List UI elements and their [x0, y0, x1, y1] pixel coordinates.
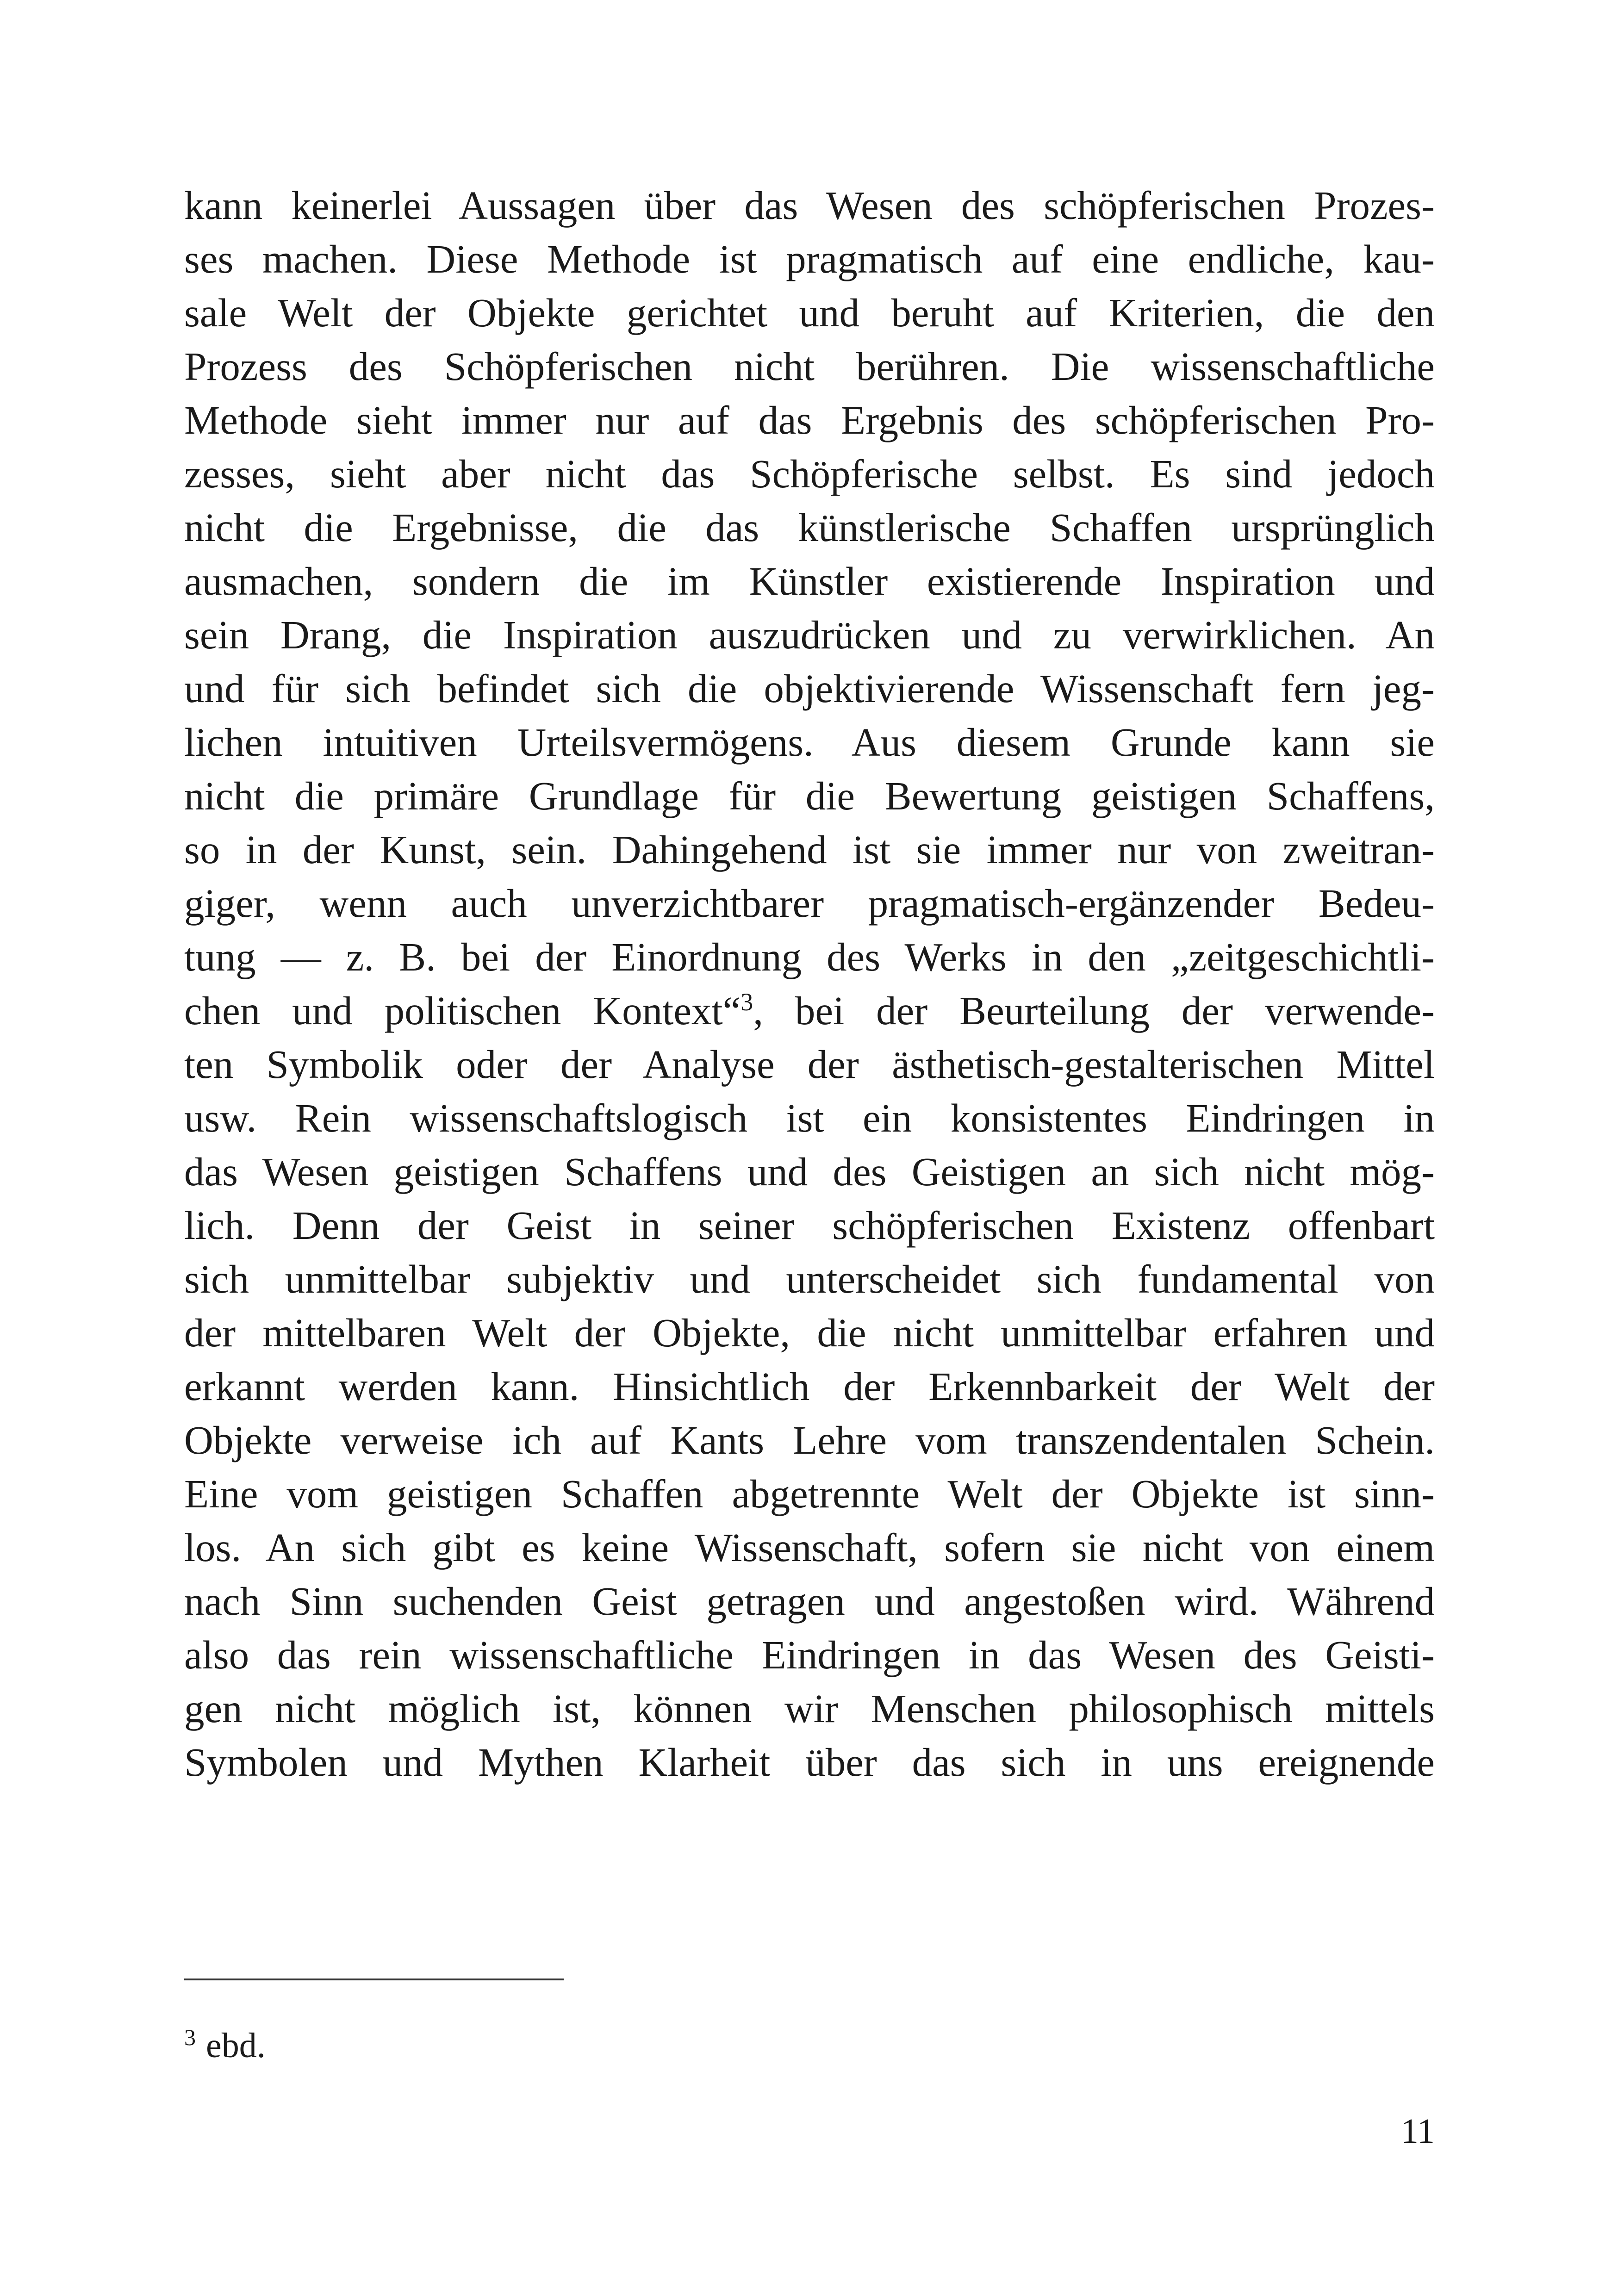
- text-line-20: lich. Denn der Geist in seiner schöpferischen Existenz offenbart: [184, 1203, 1435, 1248]
- text-line-27: nach Sinn suchenden Geist getragen und angestoßen wird. Während: [184, 1579, 1435, 1624]
- footnote-separator: [184, 1979, 564, 1980]
- text-line-8: ausmachen, sondern die im Künstler existierende Inspiration und: [184, 559, 1435, 604]
- text-line-5: Methode sieht immer nur auf das Ergebnis des schöpferischen Pro-: [184, 398, 1435, 442]
- text-line-17: ten Symbolik oder der Analyse der ästhetisch-gestalterischen Mittel: [184, 1042, 1435, 1087]
- text-line-16: [184, 984, 1435, 1038]
- text-line-22: der mittelbaren Welt der Objekte, die nicht unmittelbar erfahren und: [184, 1310, 1435, 1355]
- text-line-11: lichen intuitiven Urteilsvermögens. Aus diesem Grunde kann sie: [184, 720, 1435, 765]
- text-line-29: gen nicht möglich ist, können wir Menschen philosophisch mittels: [184, 1686, 1435, 1731]
- text-line-24: Objekte verweise ich auf Kants Lehre vom transzendentalen Schein.: [184, 1418, 1435, 1462]
- text-line-13: so in der Kunst, sein. Dahingehend ist sie immer nur von zweitran-: [184, 827, 1435, 872]
- text-line-18: usw. Rein wissenschaftslogisch ist ein konsistentes Eindringen in: [184, 1095, 1435, 1140]
- text-line-14: giger, wenn auch unverzichtbarer pragmatisch-ergänzender Bedeu-: [184, 881, 1435, 926]
- text-line-16-tail: , bei der Beurteilung der verwende-: [753, 988, 1435, 1033]
- text-line-10: und für sich befindet sich die objektivierende Wissenschaft fern jeg-: [184, 666, 1435, 711]
- text-line-23: erkannt werden kann. Hinsichtlich der Erkennbarkeit der Welt der: [184, 1364, 1435, 1409]
- text-line-30: Symbolen und Mythen Klarheit über das sich in uns ereignende: [184, 1740, 1435, 1785]
- text-line-28: also das rein wissenschaftliche Eindringen in das Wesen des Geisti-: [184, 1632, 1435, 1677]
- text-line-15: tung — z. B. bei der Einordnung des Werks in den „zeitgeschichtli-: [184, 934, 1435, 979]
- footnote-text: ebd.: [206, 2026, 266, 2065]
- text-line-9: sein Drang, die Inspiration auszudrücken und zu verwirklichen. An: [184, 612, 1435, 657]
- text-line-1: kann keinerlei Aussagen über das Wesen des schöpferischen Prozes-: [184, 183, 1435, 228]
- footnote-reference[interactable]: 3: [741, 988, 753, 1016]
- text-line-26: los. An sich gibt es keine Wissenschaft, sofern sie nicht von einem: [184, 1525, 1435, 1570]
- text-line-6: zesses, sieht aber nicht das Schöpferische selbst. Es sind jedoch: [184, 451, 1435, 496]
- text-line-7: nicht die Ergebnisse, die das künstlerische Schaffen ursprünglich: [184, 505, 1435, 550]
- text-line-12: nicht die primäre Grundlage für die Bewertung geistigen Schaffens,: [184, 773, 1435, 818]
- text-line-3: sale Welt der Objekte gerichtet und beruht auf Kriterien, die den: [184, 290, 1435, 335]
- footnote-marker: 3: [184, 2024, 196, 2050]
- page-number: 11: [1400, 2112, 1435, 2151]
- text-line-16-head: chen und politischen Kontext“: [184, 988, 741, 1033]
- text-line-25: Eine vom geistigen Schaffen abgetrennte Welt der Objekte ist sinn-: [184, 1471, 1435, 1516]
- body-paragraph: [184, 179, 1435, 1789]
- text-line-21: sich unmittelbar subjektiv und unterscheidet sich fundamental von: [184, 1257, 1435, 1301]
- footnote: [184, 2022, 266, 2069]
- text-line-19: das Wesen geistigen Schaffens und des Geistigen an sich nicht mög-: [184, 1149, 1435, 1194]
- text-line-4: Prozess des Schöpferischen nicht berühren. Die wissenschaftliche: [184, 344, 1435, 389]
- text-line-2: ses machen. Diese Methode ist pragmatisch auf eine endliche, kau-: [184, 236, 1435, 281]
